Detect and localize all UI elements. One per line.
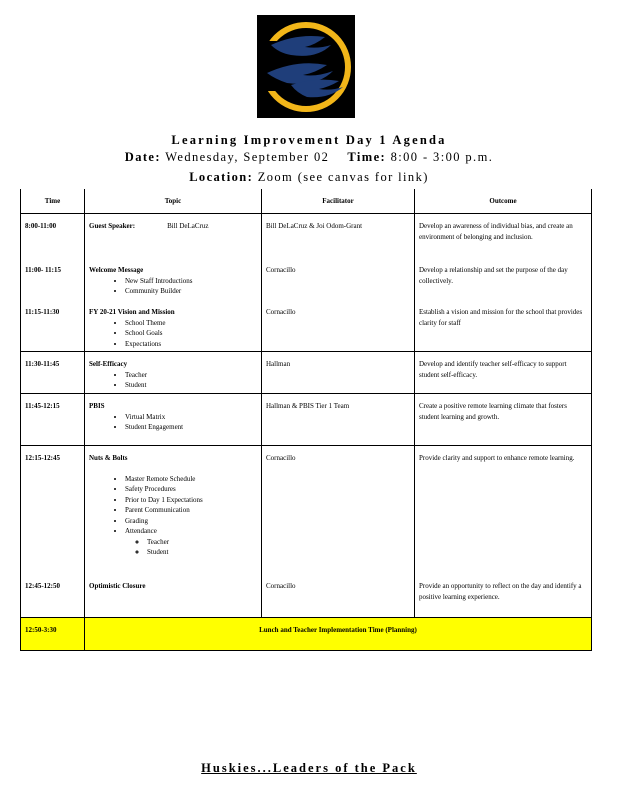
footer-slogan: Huskies...Leaders of the Pack xyxy=(201,761,417,775)
topic-title: PBIS xyxy=(89,402,105,410)
facilitator-cell: Bill DeLaCruz & Joi Odom-Grant xyxy=(262,214,415,259)
table-row xyxy=(21,258,592,300)
location-value: Zoom (see canvas for link) xyxy=(257,170,429,184)
time-cell: 12:15-12:45 xyxy=(21,446,85,575)
topic-bullets xyxy=(89,276,257,297)
topic-title: Optimistic Closure xyxy=(89,582,146,590)
husky-logo xyxy=(257,15,355,118)
topic-bullets xyxy=(89,412,257,433)
table-header-row xyxy=(21,189,592,214)
time-cell: 12:45-12:50 xyxy=(21,574,85,618)
outcome-cell: Establish a vision and mission for the school that provides clarity for staff xyxy=(415,300,592,352)
topic-title: Self-Efficacy xyxy=(89,360,128,368)
time-cell: 8:00-11:00 xyxy=(21,214,85,259)
topic-sub-bullets xyxy=(89,537,257,558)
topic-cell xyxy=(85,574,262,618)
facilitator-cell: Cornacillo xyxy=(262,258,415,300)
date-time-line xyxy=(0,150,618,165)
outcome-cell: Create a positive remote learning climate that fosters student learning and growth. xyxy=(415,394,592,446)
time-cell: 11:30-11:45 xyxy=(21,352,85,394)
list-item: • Prior to Day 1 Expectations xyxy=(125,495,257,506)
date-label: Date: xyxy=(124,150,161,164)
list-item: • Student Engagement xyxy=(125,422,257,433)
topic-title: Guest Speaker: xyxy=(89,222,136,230)
list-item: • Student xyxy=(125,380,257,391)
time-label: Time: xyxy=(347,150,387,164)
time-cell: 11:45-12:15 xyxy=(21,394,85,446)
facilitator-cell: Hallman & PBIS Tier 1 Team xyxy=(262,394,415,446)
time-cell: 12:50-3:30 xyxy=(21,618,85,651)
table-row xyxy=(21,574,592,618)
list-item: • Parent Communication xyxy=(125,505,257,516)
list-item: • School Goals xyxy=(125,328,257,339)
list-item: • Safety Procedures xyxy=(125,484,257,495)
topic-bullets xyxy=(89,318,257,350)
header-time: Time xyxy=(21,189,85,214)
list-item: • Virtual Matrix xyxy=(125,412,257,423)
header-outcome: Outcome xyxy=(415,189,592,214)
time-cell: 11:15-11:30 xyxy=(21,300,85,352)
list-item: • Teacher xyxy=(125,370,257,381)
table-row xyxy=(21,352,592,394)
list-item: • Grading xyxy=(125,516,257,527)
time-cell: 11:00- 11:15 xyxy=(21,258,85,300)
facilitator-cell: Cornacillo xyxy=(262,300,415,352)
topic-cell xyxy=(85,214,262,259)
agenda-title: Learning Improvement Day 1 Agenda xyxy=(171,133,447,147)
speaker-name: Bill DeLaCruz xyxy=(167,222,209,230)
lunch-row xyxy=(21,618,592,651)
list-item: • School Theme xyxy=(125,318,257,329)
outcome-cell: Develop an awareness of individual bias, and create an environment of belonging and inclusion. xyxy=(415,214,592,259)
topic-title: Welcome Message xyxy=(89,266,144,274)
outcome-cell: Provide clarity and support to enhance remote learning. xyxy=(415,446,592,575)
topic-bullets xyxy=(89,370,257,391)
table-row xyxy=(21,300,592,352)
list-item: • Community Builder xyxy=(125,286,257,297)
header-facilitator: Facilitator xyxy=(262,189,415,214)
topic-cell xyxy=(85,352,262,394)
time-value: 8:00 - 3:00 p.m. xyxy=(390,150,494,164)
topic-cell xyxy=(85,300,262,352)
topic-cell xyxy=(85,446,262,575)
location-line xyxy=(0,170,618,185)
list-item: • Expectations xyxy=(125,339,257,350)
topic-cell xyxy=(85,258,262,300)
list-item: ◦ Teacher xyxy=(147,537,257,548)
topic-cell xyxy=(85,394,262,446)
location-label: Location: xyxy=(189,170,254,184)
topic-title: Nuts & Bolts xyxy=(89,454,128,462)
outcome-cell: Develop a relationship and set the purpose of the day collectively. xyxy=(415,258,592,300)
list-item: • New Staff Introductions xyxy=(125,276,257,287)
list-item: • Master Remote Schedule xyxy=(125,474,257,485)
list-item: • Attendance xyxy=(125,526,257,537)
facilitator-cell: Hallman xyxy=(262,352,415,394)
outcome-cell: Provide an opportunity to reflect on the day and identify a positive learning experience. xyxy=(415,574,592,618)
facilitator-cell: Cornacillo xyxy=(262,446,415,575)
list-item: ◦ Student xyxy=(147,547,257,558)
agenda-table xyxy=(20,189,592,651)
header-topic: Topic xyxy=(85,189,262,214)
topic-title: FY 20-21 Vision and Mission xyxy=(89,308,175,316)
table-row xyxy=(21,214,592,259)
facilitator-cell: Cornacillo xyxy=(262,574,415,618)
table-row xyxy=(21,394,592,446)
topic-bullets xyxy=(89,474,257,537)
lunch-label: Lunch and Teacher Implementation Time (Planning) xyxy=(85,618,592,651)
date-value: Wednesday, September 02 xyxy=(165,150,330,164)
outcome-cell: Develop and identify teacher self-efficacy to support student self-efficacy. xyxy=(415,352,592,394)
table-row xyxy=(21,446,592,575)
